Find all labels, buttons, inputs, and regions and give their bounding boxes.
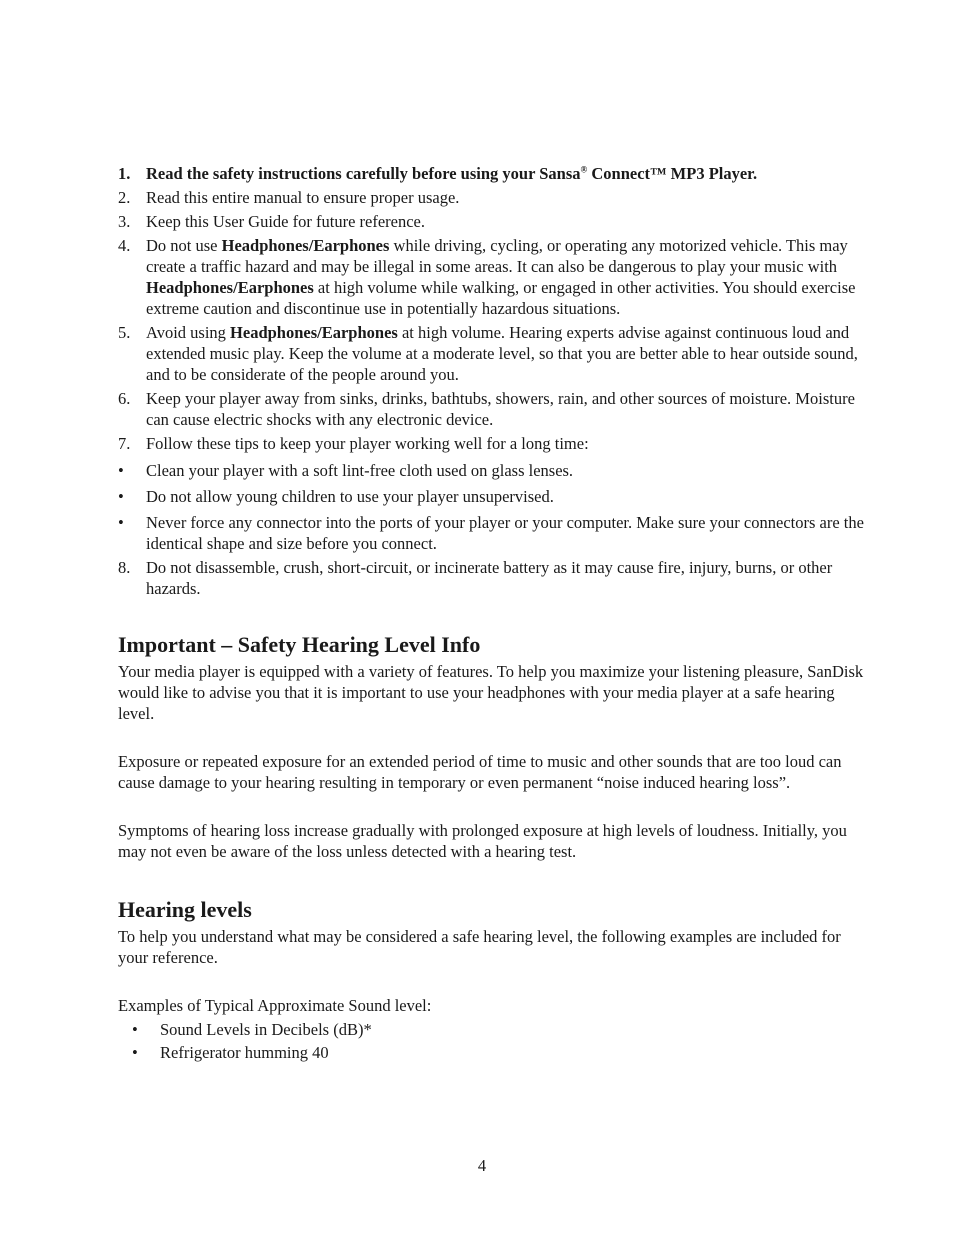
tip-text: Do not allow young children to use your player unsupervised. xyxy=(146,487,554,506)
tip-item xyxy=(118,512,870,554)
item-number: 5. xyxy=(118,323,131,342)
sound-level-examples-list xyxy=(118,1019,870,1063)
instruction-item-8 xyxy=(118,557,870,599)
item-text: Avoid using xyxy=(146,323,231,342)
item-number: 8. xyxy=(118,558,131,577)
item-text: Do not disassemble, crush, short-circuit, or incinerate battery as it may cause fire, injury, burns, or other hazards. xyxy=(146,558,833,598)
example-item xyxy=(118,1042,870,1063)
item-text: Follow these tips to keep your player working well for a long time: xyxy=(146,434,589,453)
item-bold-term: Headphones/Earphones xyxy=(221,236,390,255)
instruction-item-2 xyxy=(118,187,870,208)
safety-paragraph: Your media player is equipped with a variety of features. To help you maximize your listening pleasure, SanDisk would like to advise you that it is important to use your headphones with your media player at a safe hearing level. xyxy=(118,662,864,723)
item-number: 7. xyxy=(118,434,131,453)
item-number: 4. xyxy=(118,236,131,255)
item-text: Read this entire manual to ensure proper usage. xyxy=(146,188,460,207)
example-item xyxy=(118,1019,870,1040)
tip-item xyxy=(118,486,870,507)
bullet-icon: • xyxy=(118,513,124,532)
instruction-item-7 xyxy=(118,433,870,454)
bullet-icon: • xyxy=(132,1020,138,1039)
item-text-continued: at high volume. Hearing experts advise against continuous loud and extended music play. Keep the volume at a moderate level, so that you are better able to hear outside sound, and to be considerate of the people around you. xyxy=(146,323,858,384)
instruction-item-1 xyxy=(118,163,870,184)
item-bold-term: Headphones/Earphones xyxy=(230,323,398,342)
item-number: 1. xyxy=(118,164,131,183)
item-text: Keep your player away from sinks, drinks, bathtubs, showers, rain, and other sources of moisture. Moisture can cause electric shocks with any electronic device. xyxy=(146,389,855,429)
instruction-item-3 xyxy=(118,211,870,232)
item-bold-term: Headphones/Earphones xyxy=(146,278,314,297)
safety-hearing-heading: Important – Safety Hearing Level Info xyxy=(118,632,481,657)
example-text: Refrigerator humming 40 xyxy=(160,1043,329,1062)
example-text: Sound Levels in Decibels (dB)* xyxy=(160,1020,372,1039)
item-text-continued: Connect™ MP3 Player. xyxy=(587,164,758,183)
examples-label: Examples of Typical Approximate Sound level: xyxy=(118,996,432,1015)
bullet-icon: • xyxy=(118,461,124,480)
item-text-continued: while driving, cycling, or operating any motorized vehicle. This may create a traffic hazard and may be illegal in some areas. It can also be dangerous to play your music with xyxy=(146,236,848,276)
bullet-icon: • xyxy=(132,1043,138,1062)
instruction-item-6 xyxy=(118,388,870,430)
registered-mark: ® xyxy=(580,164,588,175)
document-page xyxy=(118,163,870,1065)
page-number: 4 xyxy=(477,1156,487,1175)
item-number: 6. xyxy=(118,389,131,408)
item-text: Read the safety instructions carefully before using your Sansa xyxy=(146,164,581,183)
hearing-levels-intro: To help you understand what may be considered a safe hearing level, the following examples are included for your reference. xyxy=(118,927,841,967)
bullet-icon: • xyxy=(118,487,124,506)
care-tips-list xyxy=(118,460,870,554)
instruction-item-4 xyxy=(118,235,870,319)
item-number: 3. xyxy=(118,212,131,231)
tip-item xyxy=(118,460,870,481)
item-text-continued: at high volume while walking, or engaged in other activities. You should exercise extreme caution and discontinue use in potentially hazardous situations. xyxy=(146,278,856,318)
item-text: Do not use xyxy=(146,236,222,255)
instruction-item-5 xyxy=(118,322,870,385)
safety-paragraph: Symptoms of hearing loss increase gradually with prolonged exposure at high levels of loudness. Initially, you may not even be aware of the loss unless detected with a hearing test. xyxy=(118,821,847,861)
item-number: 2. xyxy=(118,188,131,207)
tip-text: Clean your player with a soft lint-free cloth used on glass lenses. xyxy=(146,461,574,480)
safety-paragraph: Exposure or repeated exposure for an extended period of time to music and other sounds that are too loud can cause damage to your hearing resulting in temporary or even permanent “noise induced hearing loss”. xyxy=(118,752,842,792)
item-text: Keep this User Guide for future reference. xyxy=(146,212,425,231)
hearing-levels-heading: Hearing levels xyxy=(118,897,252,922)
tip-text: Never force any connector into the ports of your player or your computer. Make sure your connectors are the identical shape and size before you connect. xyxy=(146,513,864,553)
safety-instructions-list xyxy=(118,163,870,599)
